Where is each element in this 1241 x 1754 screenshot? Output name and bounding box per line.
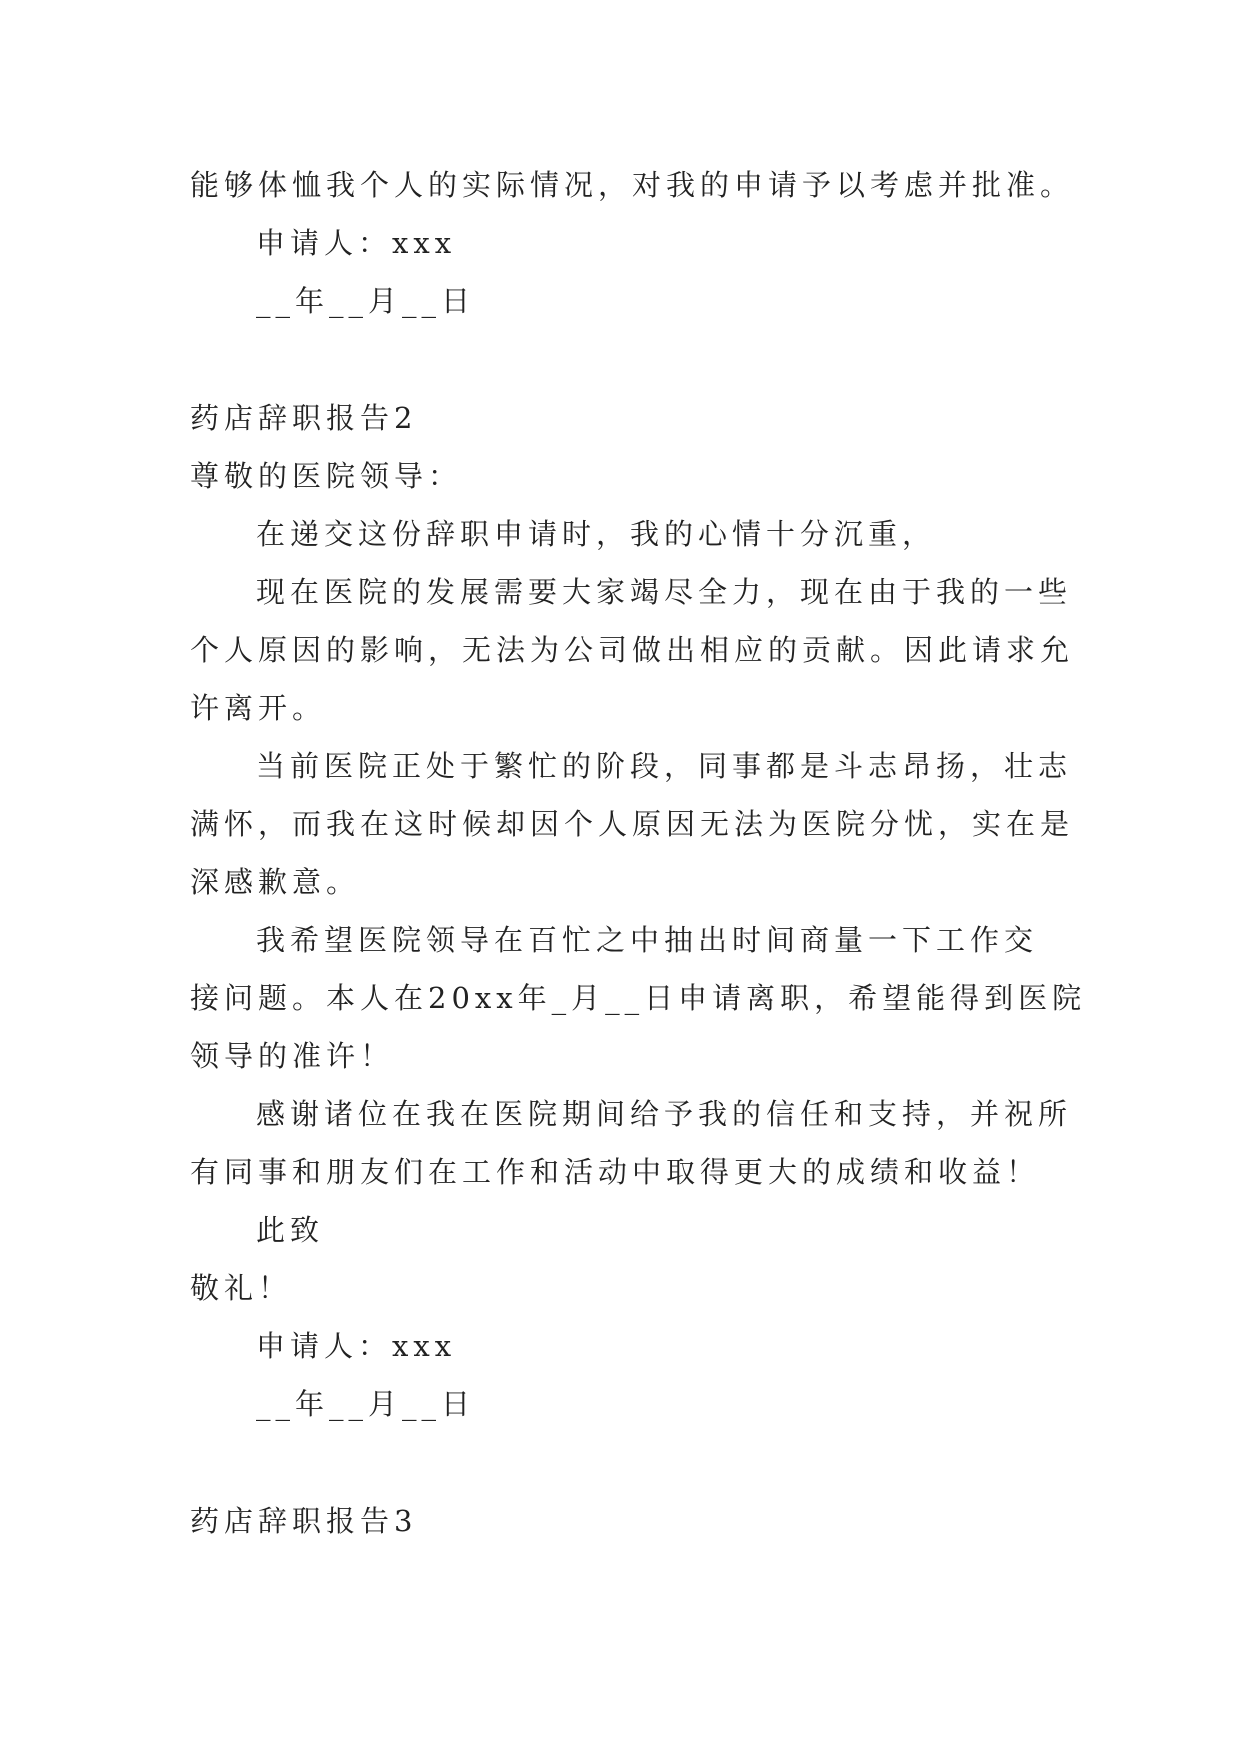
paragraph-line: 现在医院的发展需要大家竭尽全力，现在由于我的一些 <box>256 575 1073 609</box>
regards: 敬礼！ <box>190 1271 293 1305</box>
applicant-signature: 申请人：xxx <box>256 1329 457 1363</box>
closing-request-line: 能够体恤我个人的实际情况，对我的申请予以考虑并批准。 <box>190 168 1075 202</box>
paragraph-line: 个人原因的影响，无法为公司做出相应的贡献。因此请求允 <box>190 633 1075 667</box>
date-line: __年__月__日 <box>256 284 476 318</box>
paragraph-line: 感谢诸位在我在医院期间给予我的信任和支持，并祝所 <box>256 1097 1073 1131</box>
applicant-signature: 申请人：xxx <box>256 226 457 260</box>
paragraph-line: 许离开。 <box>190 691 327 725</box>
paragraph-line: 领导的准许！ <box>190 1039 395 1073</box>
paragraph-line: 满怀，而我在这时候却因个人原因无法为医院分忧，实在是 <box>190 807 1075 841</box>
section-heading-report-2: 药店辞职报告2 <box>190 401 418 435</box>
date-line: __年__月__日 <box>256 1387 476 1421</box>
closing-greeting: 此致 <box>256 1213 325 1247</box>
salutation: 尊敬的医院领导： <box>190 459 463 493</box>
paragraph-line: 我希望医院领导在百忙之中抽出时间商量一下工作交 <box>256 923 1039 957</box>
paragraph-line: 在递交这份辞职申请时，我的心情十分沉重， <box>256 517 937 551</box>
paragraph-line: 接问题。本人在20xx年_月__日申请离职，希望能得到医院 <box>190 981 1087 1015</box>
paragraph-line: 当前医院正处于繁忙的阶段，同事都是斗志昂扬，壮志 <box>256 749 1073 783</box>
paragraph-line: 有同事和朋友们在工作和活动中取得更大的成绩和收益！ <box>190 1155 1041 1189</box>
section-heading-report-3: 药店辞职报告3 <box>190 1504 418 1538</box>
paragraph-line: 深感歉意。 <box>190 865 361 899</box>
